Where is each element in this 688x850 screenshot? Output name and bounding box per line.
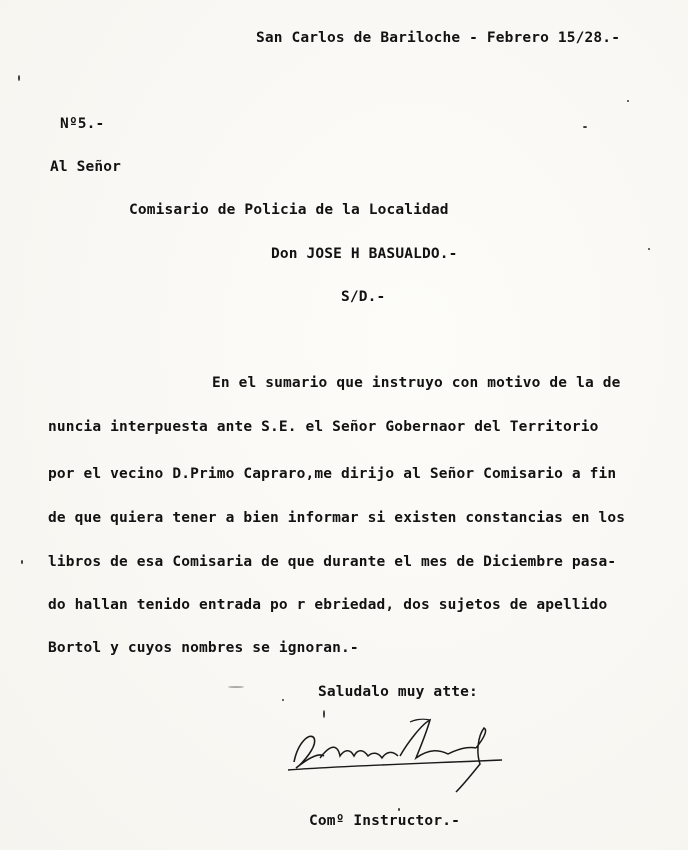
document-number: Nº5.- bbox=[60, 116, 105, 132]
handwritten-signature bbox=[280, 712, 510, 802]
body-line-1: En el sumario que instruyo con motivo de la de bbox=[212, 375, 621, 391]
place-date: San Carlos de Bariloche - Febrero 15/28.- bbox=[256, 30, 621, 46]
closing-text: Saludalo muy atte: bbox=[318, 684, 478, 700]
scan-speck bbox=[583, 126, 587, 128]
addressee-salutation: Al Señor bbox=[50, 159, 122, 175]
scan-speck bbox=[398, 808, 400, 811]
body-line-4: de que quiera tener a bien informar si existen constancias en los bbox=[48, 510, 626, 526]
body-line-7: Bortol y cuyos nombres se ignoran.- bbox=[48, 640, 359, 656]
addressee-name: Don JOSE H BASUALDO.- bbox=[271, 246, 458, 262]
signatory-title: Comº Instructor.- bbox=[309, 813, 460, 829]
body-line-6: do hallan tenido entrada po r ebriedad, dos sujetos de apellido bbox=[48, 597, 608, 613]
scan-speck bbox=[21, 560, 23, 564]
addressee-sd: S/D.- bbox=[341, 289, 386, 305]
scan-speck bbox=[18, 75, 20, 81]
addressee-title: Comisario de Policia de la Localidad bbox=[129, 202, 449, 218]
scan-speck bbox=[282, 699, 284, 701]
scan-speck bbox=[228, 686, 244, 688]
body-line-2: nuncia interpuesta ante S.E. el Señor Gobernaor del Territorio bbox=[48, 419, 599, 435]
scan-speck bbox=[627, 100, 629, 102]
body-line-3: por el vecino D.Primo Capraro,me dirijo al Señor Comisario a fin bbox=[48, 466, 617, 482]
scan-speck bbox=[323, 710, 325, 718]
scan-speck bbox=[648, 248, 650, 250]
body-line-5: libros de esa Comisaria de que durante el mes de Diciembre pasa- bbox=[48, 554, 617, 570]
